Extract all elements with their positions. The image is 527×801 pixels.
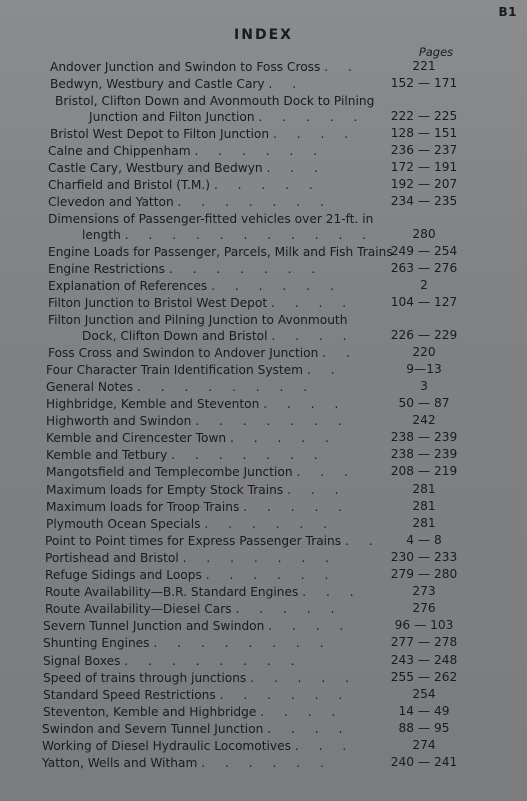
entry-pages: 222 — 225: [390, 108, 458, 123]
index-entry: [0, 414, 527, 430]
index-entry: [0, 178, 527, 194]
entry-title-line: Speed of trains through junctions . . . . .: [43, 670, 358, 685]
entry-pages: 281: [412, 481, 436, 496]
entry-pages: 280: [412, 226, 436, 241]
leader-dots: . .: [345, 533, 381, 548]
entry-pages: 3: [420, 379, 428, 393]
index-entry: [0, 431, 527, 447]
leader-dots: . . . . . . . .: [153, 636, 332, 651]
index-entry: [0, 262, 527, 278]
entry-pages: 279 — 280: [390, 567, 458, 582]
index-entry: [0, 483, 527, 499]
entry-pages: 238 — 239: [390, 447, 458, 462]
index-entry: [0, 705, 527, 721]
entry-pages: 238 — 239: [390, 430, 458, 445]
entry-pages: 226 — 229: [390, 327, 458, 342]
entry-pages: 273: [412, 584, 436, 599]
leader-dots: . . . . . .: [219, 687, 351, 702]
leader-dots: . . . . .: [213, 178, 321, 193]
index-entry: [0, 448, 527, 464]
index-entry: [0, 517, 527, 533]
entry-title-line: Clevedon and Yatton . . . . . . .: [48, 195, 332, 210]
leader-dots: . . . . .: [258, 109, 366, 124]
entry-title-line: Bristol, Clifton Down and Avonmouth Dock to Pilning: [55, 94, 375, 109]
entry-title-line: Kemble and Cirencester Town . . . . .: [46, 431, 337, 446]
leader-dots: . . . .: [263, 397, 347, 412]
entry-pages: 240 — 241: [390, 755, 458, 770]
index-entry: [0, 722, 527, 738]
index-entry: [0, 671, 527, 687]
entry-pages: 88 — 95: [398, 720, 450, 735]
index-list: [0, 60, 527, 772]
leader-dots: . . . . . .: [201, 756, 332, 771]
leader-dots: . .: [306, 362, 343, 377]
index-entry: [0, 363, 527, 379]
entry-pages: 255 — 262: [390, 669, 458, 684]
entry-title-line: Route Availability—B.R. Standard Engines . . .: [45, 585, 362, 600]
index-entry: [0, 739, 527, 755]
index-entry: [0, 346, 527, 362]
index-entry: [0, 636, 527, 652]
entry-title-line: Charfield and Bristol (T.M.) . . . . .: [48, 178, 321, 193]
entry-title-line: Yatton, Wells and Witham . . . . . .: [42, 756, 332, 771]
entry-pages: 152 — 171: [390, 76, 458, 91]
leader-dots: . . .: [266, 160, 326, 175]
leader-dots: . . . . .: [235, 602, 343, 617]
index-entry: [0, 619, 527, 635]
entry-pages: 220: [412, 344, 436, 359]
index-entry: [0, 195, 527, 211]
leader-dots: . . . . .: [230, 431, 337, 446]
index-entry: [0, 161, 527, 177]
entry-title-line: Dock, Clifton Down and Bristol . . . .: [82, 328, 355, 343]
entry-title-line: Foss Cross and Swindon to Andover Junction . .: [48, 345, 358, 360]
entry-pages: 234 — 235: [390, 194, 458, 209]
index-entry: [0, 94, 527, 125]
leader-dots: . . . . . .: [211, 279, 342, 294]
index-entry: [0, 380, 527, 396]
index-entry: [0, 144, 527, 160]
entry-pages: 104 — 127: [390, 295, 458, 310]
page-title: INDEX: [234, 27, 293, 43]
entry-title-line: Calne and Chippenham . . . . . .: [48, 143, 326, 158]
index-entry: [0, 654, 527, 670]
entry-title-line: Plymouth Ocean Specials . . . . . .: [46, 516, 335, 531]
entry-pages: 4 — 8: [406, 532, 442, 547]
leader-dots: . . . . . . . . . . .: [124, 227, 375, 242]
index-entry: [0, 313, 527, 344]
index-entry: [0, 212, 527, 243]
entry-title-line: Andover Junction and Swindon to Foss Cross . .: [50, 60, 360, 74]
entry-title-line: Bristol West Depot to Filton Junction . . . .: [50, 126, 357, 141]
entry-pages: 236 — 237: [390, 142, 458, 157]
entry-pages: 277 — 278: [390, 635, 458, 650]
leader-dots: . . .: [296, 465, 356, 480]
entry-pages: 221: [412, 59, 436, 73]
index-entry: [0, 296, 527, 312]
entry-pages: 2: [420, 278, 428, 293]
entry-title-line: Swindon and Severn Tunnel Junction . . . .: [42, 721, 351, 736]
entry-pages: 274: [412, 737, 436, 752]
entry-pages: 9—13: [406, 361, 442, 376]
page-number: B1: [498, 5, 517, 19]
entry-title-line: Route Availability—Diesel Cars . . . . .: [45, 602, 343, 617]
entry-pages: 276: [412, 601, 436, 616]
entry-title-line: Highbridge, Kemble and Steventon . . . .: [46, 397, 347, 412]
entry-pages: 14 — 49: [398, 703, 450, 718]
leader-dots: . . . .: [270, 296, 355, 311]
leader-dots: . . . . . . . .: [136, 380, 316, 394]
entry-title-line: Standard Speed Restrictions . . . . . .: [43, 687, 351, 702]
entry-title-line: General Notes . . . . . . . .: [46, 380, 316, 394]
index-entry: [0, 551, 527, 567]
leader-dots: . . . . . . .: [177, 195, 332, 210]
leader-dots: . . . . .: [243, 499, 351, 514]
entry-title-line: Four Character Train Identification System . .: [46, 362, 343, 377]
leader-dots: . . . . . .: [204, 516, 335, 531]
pages-column-heading: Pages: [418, 45, 454, 59]
entry-title-line: Kemble and Tetbury . . . . . . .: [46, 448, 326, 463]
entry-title-line: Working of Diesel Hydraulic Locomotives . . .: [42, 738, 355, 753]
leader-dots: . . . .: [260, 704, 344, 719]
entry-pages: 249 — 254: [390, 243, 458, 258]
entry-title-line: Mangotsfield and Templecombe Junction . . .: [46, 465, 356, 480]
index-entry: [0, 127, 527, 143]
index-entry: [0, 500, 527, 516]
index-entry: [0, 465, 527, 481]
entry-pages: 192 — 207: [390, 177, 458, 192]
leader-dots: . . . . . . .: [168, 261, 324, 276]
entry-title-line: Engine Restrictions . . . . . . .: [48, 261, 324, 276]
leader-dots: . . . .: [271, 328, 355, 343]
index-entry: [0, 279, 527, 295]
entry-title-line: Explanation of References . . . . . .: [48, 279, 342, 294]
leader-dots: . . .: [302, 585, 362, 600]
leader-dots: . .: [324, 60, 360, 74]
leader-dots: . . . . . .: [205, 568, 337, 583]
entry-title-line: Bedwyn, Westbury and Castle Cary . .: [50, 77, 305, 92]
index-entry: [0, 60, 527, 76]
entry-title-line: Filton Junction and Pilning Junction to Avonmouth: [48, 313, 348, 328]
entry-title-line: Maximum loads for Empty Stock Trains . . .: [46, 482, 347, 497]
entry-pages: 208 — 219: [390, 464, 458, 479]
index-entry: [0, 756, 527, 772]
entry-title-line: Signal Boxes . . . . . . . .: [43, 653, 303, 668]
entry-title-line: Engine Loads for Passenger, Parcels, Milk and Fish Trains: [48, 244, 393, 259]
entry-title-line: length . . . . . . . . . . .: [82, 227, 375, 242]
leader-dots: . . .: [287, 482, 347, 497]
leader-dots: . . . . .: [250, 670, 358, 685]
entry-pages: 254: [412, 686, 436, 701]
entry-title-line: Dimensions of Passenger-fitted vehicles over 21-ft. in: [48, 212, 374, 227]
entry-pages: 230 — 233: [390, 549, 458, 564]
entry-pages: 281: [412, 498, 436, 513]
entry-pages: 96 — 103: [394, 618, 454, 633]
entry-pages: 263 — 276: [390, 260, 458, 275]
entry-title-line: Portishead and Bristol . . . . . . .: [45, 550, 337, 565]
leader-dots: . . . . . . .: [195, 414, 350, 429]
entry-title-line: Refuge Sidings and Loops . . . . . .: [45, 568, 337, 583]
entry-title-line: Severn Tunnel Junction and Swindon . . . .: [43, 619, 352, 634]
index-entry: [0, 245, 527, 261]
leader-dots: . . . . . . .: [182, 550, 337, 565]
leader-dots: . . . .: [268, 619, 352, 634]
leader-dots: . . . .: [272, 126, 357, 141]
index-entry: [0, 568, 527, 584]
entry-title-line: Filton Junction to Bristol West Depot . . . .: [48, 296, 355, 311]
leader-dots: . . .: [294, 738, 355, 753]
entry-title-line: Castle Cary, Westbury and Bedwyn . . .: [48, 160, 326, 175]
index-entry: [0, 397, 527, 413]
entry-pages: 172 — 191: [390, 159, 458, 174]
index-entry: [0, 688, 527, 704]
index-entry: [0, 602, 527, 618]
entry-title-line: Highworth and Swindon . . . . . . .: [46, 414, 350, 429]
entry-title-line: Point to Point times for Express Passenger Trains . .: [45, 533, 381, 548]
leader-dots: . . . .: [267, 721, 351, 736]
entry-pages: 50 — 87: [398, 396, 450, 411]
index-entry: [0, 77, 527, 93]
entry-pages: 128 — 151: [390, 125, 458, 140]
entry-title-line: Maximum loads for Troop Trains . . . . .: [46, 499, 351, 514]
leader-dots: . .: [322, 345, 358, 360]
entry-pages: 243 — 248: [390, 652, 458, 667]
leader-dots: . . . . . . .: [171, 448, 326, 463]
entry-title-line: Steventon, Kemble and Highbridge . . . .: [43, 704, 344, 719]
leader-dots: . . . . . . . .: [124, 653, 303, 668]
leader-dots: . .: [268, 77, 305, 92]
leader-dots: . . . . . .: [194, 143, 326, 158]
entry-title-line: Shunting Engines . . . . . . . .: [43, 636, 332, 651]
entry-pages: 281: [412, 515, 436, 530]
index-entry: [0, 534, 527, 550]
entry-pages: 242: [412, 413, 436, 428]
index-entry: [0, 585, 527, 601]
entry-title-line: Junction and Filton Junction . . . . .: [89, 109, 366, 124]
